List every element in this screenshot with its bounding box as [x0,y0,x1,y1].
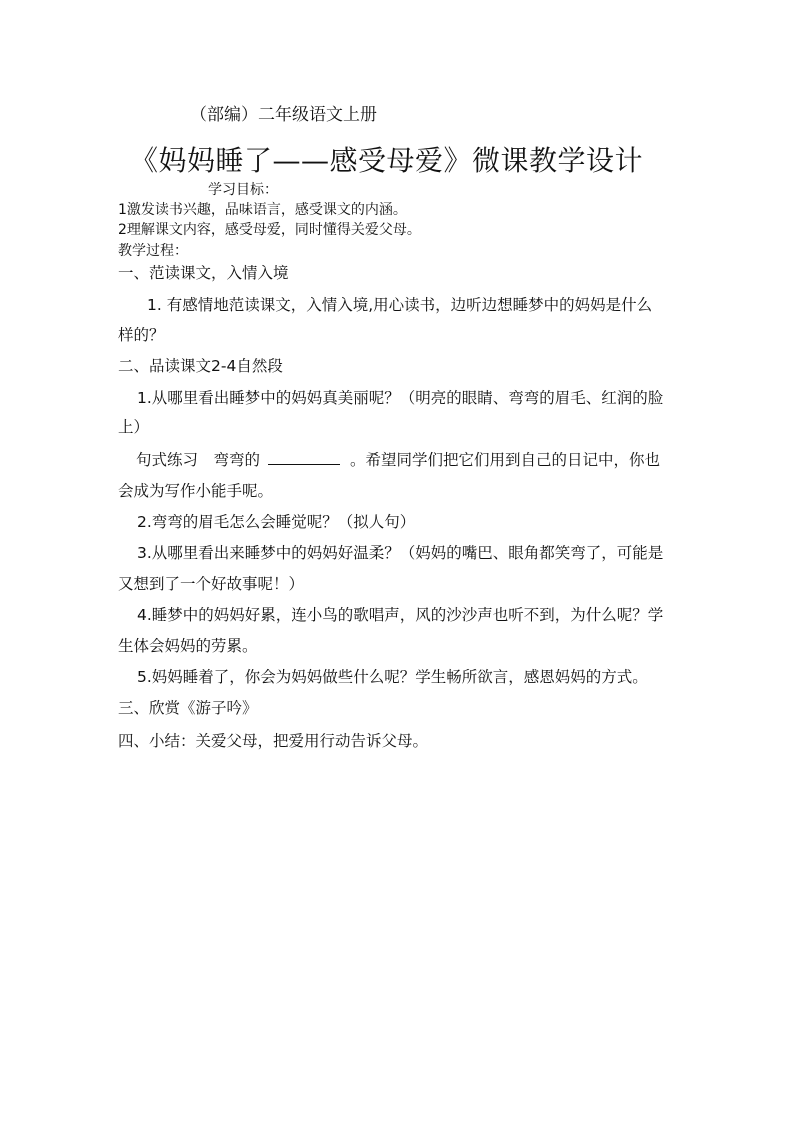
section-2-item-1-line-2: 上） [118,418,150,436]
section-1-item-1-line-1: 1. 有感情地范读课文，入情入境,用心读书，边听边想睡梦中的妈妈是什么 [147,296,653,314]
objectives-heading: 学习目标： [208,182,278,198]
sentence-exercise-suffix: 。希望同学们把它们用到自己的日记中，你也 [350,451,661,469]
section-3-heading: 三、欣赏《游子吟》 [118,699,258,717]
section-1-item-1-line-2: 样的？ [118,326,165,344]
objective-1: 1激发读书兴趣，品味语言，感受课文的内涵。 [118,202,407,218]
document-title: 《妈妈睡了——感受母爱》微课教学设计 [130,144,644,177]
section-2-item-3-line-1: 3.从哪里看出来睡梦中的妈妈好温柔？（妈妈的嘴巴、眼角都笑弯了，可能是 [137,544,664,562]
section-1-heading: 一、范读课文，入情入境 [118,264,289,282]
section-2-heading: 二、品读课文2-4自然段 [118,357,283,375]
document-subtitle: （部编）二年级语文上册 [190,105,377,125]
section-2-item-1-line-1: 1.从哪里看出睡梦中的妈妈真美丽呢？（明亮的眼睛、弯弯的眉毛、红润的脸 [137,389,664,407]
section-4-heading: 四、小结：关爱父母，把爱用行动告诉父母。 [118,732,429,750]
section-2-item-4-line-1: 4.睡梦中的妈妈好累，连小鸟的歌唱声，风的沙沙声也听不到，为什么呢？学 [137,606,664,624]
section-2-item-2: 2.弯弯的眉毛怎么会睡觉呢？（拟人句） [137,513,416,531]
sentence-exercise-line-2: 会成为写作小能手呢。 [118,482,274,500]
section-2-item-3-line-2: 又想到了一个好故事呢！） [118,575,305,593]
sentence-exercise-line-1 [136,452,660,469]
fill-in-blank-line [268,452,340,465]
objective-2: 2理解课文内容，感受母爱，同时懂得关爱父母。 [118,222,421,238]
sentence-exercise-prefix: 句式练习 弯弯的 [136,451,261,469]
process-heading: 教学过程： [118,243,188,259]
section-2-item-5: 5.妈妈睡着了，你会为妈妈做些什么呢？学生畅所欲言，感恩妈妈的方式。 [137,668,648,686]
section-2-item-4-line-2: 生体会妈妈的劳累。 [118,637,258,655]
